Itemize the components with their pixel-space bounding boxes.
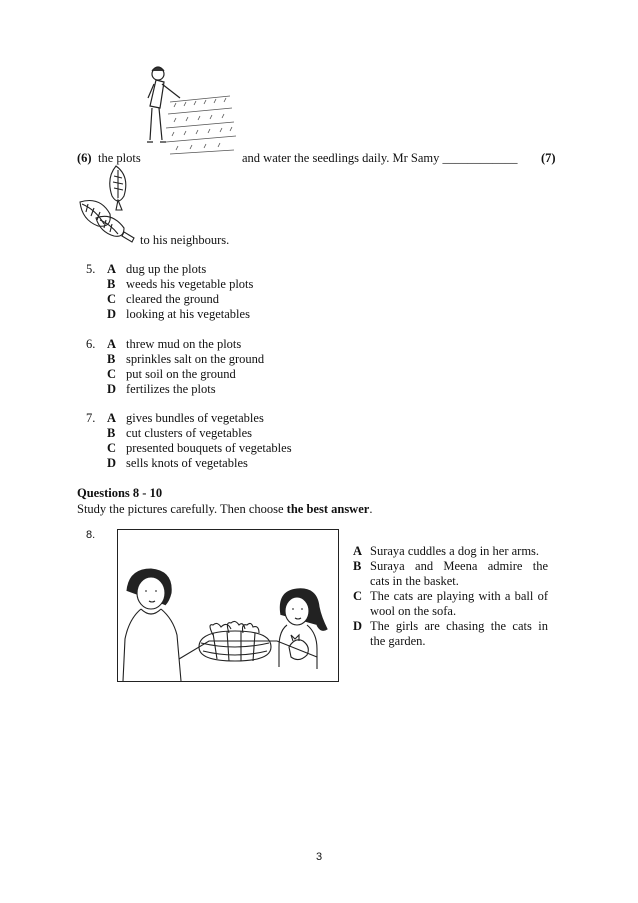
question-number: 5.	[86, 262, 96, 276]
question-number: 8.	[86, 529, 96, 541]
option-letter: C	[107, 367, 117, 381]
option-row[interactable]	[353, 544, 548, 559]
option-text: cleared the ground	[126, 292, 220, 306]
option-text: dug up the plots	[126, 262, 207, 276]
option-letter: A	[353, 544, 363, 558]
question-7	[86, 411, 386, 473]
passage-line1-text-b: and water the seedlings daily. Mr Samy ____________	[242, 151, 518, 165]
option-letter: A	[107, 337, 117, 351]
question-5	[86, 262, 386, 324]
option-text: wool on the sofa.	[370, 604, 457, 618]
option-text: fertilizes the plots	[126, 382, 216, 396]
option-letter: A	[107, 262, 117, 276]
option-letter: B	[107, 426, 116, 440]
option-row[interactable]	[353, 619, 548, 649]
question-8-options	[353, 544, 548, 654]
option-text: cut clusters of vegetables	[126, 426, 252, 440]
option-text: presented bouquets of vegetables	[126, 441, 292, 455]
question-number: 7.	[86, 411, 96, 425]
option-letter: D	[107, 307, 117, 321]
question-6	[86, 337, 386, 399]
vegetables-illustration	[74, 162, 144, 244]
option-letter: B	[107, 352, 116, 366]
option-letter: C	[107, 441, 117, 455]
instruction-text: Study the pictures carefully. Then choose	[77, 502, 287, 516]
option-text: weeds his vegetable plots	[126, 277, 254, 291]
option-text: sprinkles salt on the ground	[126, 352, 265, 366]
option-letter: C	[107, 292, 117, 306]
option-letter: B	[107, 277, 116, 291]
option-text: gives bundles of vegetables	[126, 411, 264, 425]
option-text: Suraya cuddles a dog in her arms.	[370, 544, 540, 558]
page-number: 3	[315, 851, 323, 863]
option-row[interactable]	[353, 589, 548, 619]
option-text: put soil on the ground	[126, 367, 236, 381]
option-text: looking at his vegetables	[126, 307, 250, 321]
passage-blank-number-7: (7)	[541, 151, 556, 165]
option-text: Suraya and Meena admire the	[370, 559, 548, 573]
option-text: cats in the basket.	[370, 574, 459, 588]
option-letter: C	[353, 589, 363, 603]
option-text: The girls are chasing the cats in	[370, 619, 548, 633]
man-weeding-illustration	[140, 62, 240, 162]
option-text: The cats are playing with a ball of	[370, 589, 548, 603]
section-instruction	[77, 501, 372, 517]
option-row[interactable]	[353, 559, 548, 589]
passage-line2-text: to his neighbours.	[140, 233, 230, 247]
option-text: threw mud on the plots	[126, 337, 242, 351]
option-text: the garden.	[370, 634, 426, 648]
question-number: 6.	[86, 337, 96, 351]
option-text: sells knots of vegetables	[126, 456, 248, 470]
option-letter: D	[107, 382, 117, 396]
option-letter: D	[353, 619, 363, 633]
passage-line1-text-a: the plots	[98, 151, 141, 165]
instruction-end: .	[369, 502, 373, 516]
option-letter: D	[107, 456, 117, 470]
instruction-emphasis: the best answer	[286, 502, 370, 516]
section-heading: Questions 8 - 10	[77, 486, 163, 500]
girls-with-cats-picture	[117, 529, 339, 682]
option-letter: B	[353, 559, 362, 573]
passage-blank-number-6: (6)	[77, 151, 92, 165]
option-letter: A	[107, 411, 117, 425]
